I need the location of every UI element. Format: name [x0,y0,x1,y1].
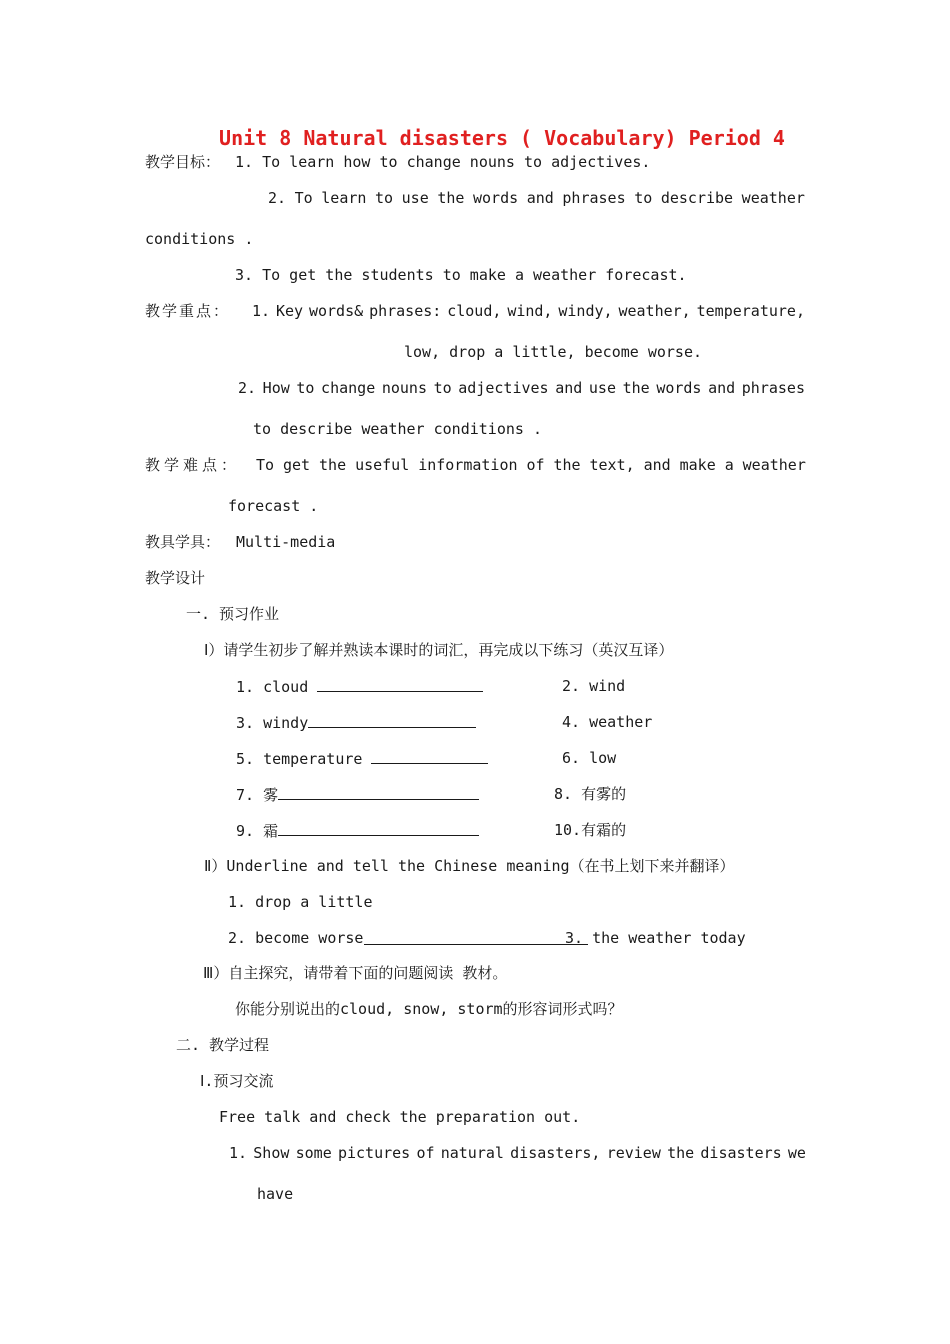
word: Key [275,302,304,320]
word: to [375,189,394,207]
key-points-label: 教学重点： [145,302,231,320]
key-point-2-continued: to describe weather conditions . [253,420,542,438]
vocab-item [236,748,488,769]
objectives-label: 教学目标： [145,153,221,171]
word: nouns [381,379,427,397]
word: words [473,189,519,207]
vocab-left: 5. temperature [236,750,372,768]
word: change [321,379,376,397]
key-point-2 [238,378,805,398]
answer-blank[interactable] [308,712,476,728]
part-3-heading: Ⅲ）自主探究，请带着下面的问题阅读 教材。 [203,964,508,982]
vocab-right: 6. low [562,749,617,767]
tools-label: 教具学具： [145,533,221,551]
objective-2 [268,188,805,208]
word: of [526,456,545,474]
word: the [553,456,581,474]
word: cloud, [447,302,502,320]
word: the [319,456,347,474]
vocab-item [236,676,483,697]
difficulties-label: 教学难点： [145,456,241,474]
word: get [283,456,311,474]
objective-1: 1. To learn how to change nouns to adjectives. [235,153,651,171]
vocab-right: 8. 有雾的 [554,785,627,803]
word: the [667,1144,695,1162]
word: temperature, [696,302,805,320]
objective-3: 3. To get the students to make a weather forecast. [235,266,687,284]
word: a [724,456,734,474]
word: windy, [558,302,613,320]
word: pictures [337,1144,411,1162]
word: weather [741,189,805,207]
vocab-right: 4. weather [562,713,653,731]
word: we [787,1144,806,1162]
word: weather [742,456,806,474]
answer-blank[interactable] [278,820,479,836]
word: natural [440,1144,504,1162]
word: text, [589,456,635,474]
key-point-1 [252,301,805,321]
difficulty-text [256,455,806,475]
difficulty-continued: forecast . [228,497,319,515]
word: disasters, [510,1144,601,1162]
word: 1. [229,1144,248,1162]
answer-blank[interactable] [278,784,479,800]
vocab-item [236,820,479,841]
word: review [606,1144,661,1162]
word: Show [253,1144,290,1162]
process-item-1 [229,1143,806,1163]
answer-blank[interactable] [317,676,483,692]
part-2-item-1: 1. drop a little [228,893,373,911]
vocab-item [236,712,476,733]
vocab-item [236,784,479,805]
word: the [437,189,465,207]
vocab-left: 3. windy [236,714,309,732]
word: the [622,379,650,397]
word: words [656,379,702,397]
word: 2. [268,189,287,207]
free-talk: Free talk and check the preparation out. [219,1108,581,1126]
tools-value: Multi-media [236,533,336,551]
section-2-heading: 二. 教学过程 [176,1036,270,1054]
word: learn [321,189,367,207]
section-1-heading: 一. 预习作业 [186,605,280,623]
word: 2. [238,379,257,397]
section-2-sub-1: Ⅰ.预习交流 [200,1072,274,1090]
word: To [256,456,275,474]
key-point-1-continued: low, drop a little, become worse. [404,343,703,361]
vocab-right: 2. wind [562,677,626,695]
vocab-left: 9. 霜 [236,822,279,840]
part-2-heading: Ⅱ）Underline and tell the Chinese meaning（在书上划下来并翻译） [204,857,735,875]
word: to [433,379,452,397]
word: wind, [507,302,553,320]
word: How [262,379,290,397]
part-2-item-2: 2. become worse [228,929,364,947]
word: 1. [252,302,271,320]
page-title: Unit 8 Natural disasters ( Vocabulary) Period 4 [219,126,785,150]
word: and [643,456,671,474]
word: disasters [700,1144,782,1162]
answer-blank[interactable] [364,929,588,945]
design-label: 教学设计 [145,569,206,587]
answer-blank[interactable] [371,748,488,764]
word: information [418,456,518,474]
word: phrases: [369,302,442,320]
objective-2-continued: conditions . [145,230,254,248]
word: of [416,1144,435,1162]
word: adjectives [458,379,549,397]
word: to [634,189,653,207]
word: some [295,1144,332,1162]
word: describe [660,189,734,207]
part-1-heading: Ⅰ）请学生初步了解并熟读本课时的词汇，再完成以下练习（英汉互译） [204,641,674,659]
vocab-right: 10.有霜的 [554,821,627,839]
word: To [294,189,313,207]
word: weather, [618,302,691,320]
word: words& [308,302,364,320]
part-2-item-3: 3. the weather today [565,929,746,947]
word: make [679,456,716,474]
process-item-1-continued: have [257,1185,294,1203]
word: phrases [562,189,626,207]
word: to [296,379,315,397]
vocab-left: 1. cloud [236,678,318,696]
word: and [555,379,583,397]
word: phrases [741,379,805,397]
word: and [708,379,736,397]
part-3-question: 你能分别说出的cloud, snow, storm的形容词形式吗？ [235,1000,623,1018]
vocab-left: 7. 雾 [236,786,279,804]
word: use [401,189,429,207]
word: and [526,189,554,207]
word: useful [355,456,410,474]
word: use [588,379,616,397]
